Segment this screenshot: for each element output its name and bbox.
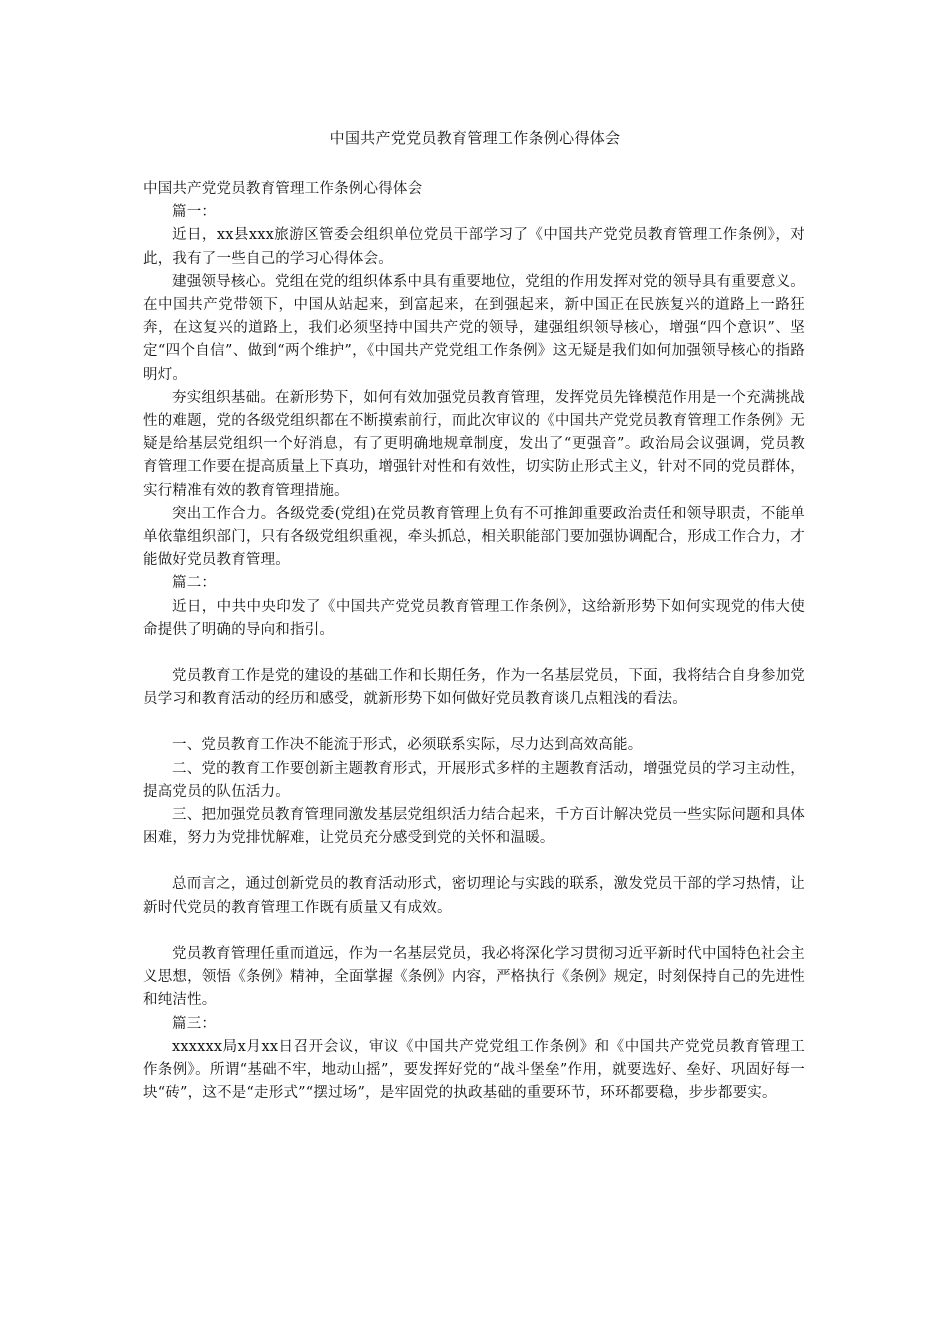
paragraph: 建强领导核心。党组在党的组织体系中具有重要地位，党组的作用发挥对党的领导具有重要意义。在中国共产党带领下，中国从站起来，到富起来，在到强起来，新中国正在民族复兴的道路上一路狂奔，在这复兴的道路上，我们必须坚持中国共产党的领导，建强组织领导核心，增强“四个意识”、坚定“四个自信”、做到“两个维护”，《中国共产党党组工作条例》这无疑是我们如何加强领导核心的指路明灯。 [143,273,805,383]
blank-line [143,642,805,665]
blank-line [143,711,805,734]
list-item: 三、把加强党员教育管理同激发基层党组织活力结合起来，千方百计解决党员一些实际问题和具体困难，努力为党排忧解难，让党员充分感受到党的关怀和温暖。 [143,807,805,847]
section-label: 篇三： [172,1015,217,1032]
list-item: 二、党的教育工作要创新主题教育形式，开展形式多样的主题教育活动，增强党员的学习主动性，提高党员的队伍活力。 [143,760,805,800]
paragraph: 突出工作合力。各级党委(党组)在党员教育管理上负有不可推卸重要政治责任和领导职责，不能单单依靠组织部门，只有各级党组织重视，牵头抓总，相关职能部门要加强协调配合，形成工作合力，才能做好党员教育管理。 [143,505,805,569]
list-item: 一、党员教育工作决不能流于形式，必须联系实际，尽力达到高效高能。 [172,737,643,754]
document-title: 中国共产党党员教育管理工作条例心得体会 [329,129,621,147]
section-label: 篇一： [172,204,217,221]
blank-line [143,850,805,873]
document-subtitle: 中国共产党党员教育管理工作条例心得体会 [143,181,423,197]
paragraph: 党员教育管理任重而道远，作为一名基层党员，我必将深化学习贯彻习近平新时代中国特色社会主义思想，领悟《条例》精神，全面掌握《条例》内容，严格执行《条例》规定，时刻保持自己的先进性和纯洁性。 [143,945,805,1009]
paragraph: 近日，中共中央印发了《中国共产党党员教育管理工作条例》，这给新形势下如何实现党的伟大使命提供了明确的导向和指引。 [143,598,805,638]
paragraph: 总而言之，通过创新党员的教育活动形式，密切理论与实践的联系，激发党员干部的学习热情，让新时代党员的教育管理工作既有质量又有成效。 [143,876,805,916]
section-label: 篇二： [172,575,217,592]
paragraph: 党员教育工作是党的建设的基础工作和长期任务，作为一名基层党员，下面，我将结合自身参加党员学习和教育活动的经历和感受，就新形势下如何做好党员教育谈几点粗浅的看法。 [143,668,805,708]
document-body [143,178,805,1105]
paragraph: 夯实组织基础。在新形势下，如何有效加强党员教育管理，发挥党员先锋模范作用是一个充满挑战性的难题，党的各级党组织都在不断摸索前行，而此次审议的《中国共产党党员教育管理工作条例》无疑是给基层党组织一个好消息，有了更明确地规章制度，发出了“更强音”。政治局会议强调，党员教育管理工作要在提高质量上下真功，增强针对性和有效性，切实防止形式主义，针对不同的党员群体，实行精准有效的教育管理措施。 [143,389,805,499]
paragraph: xxxxxx局x月xx日召开会议，审议《中国共产党党组工作条例》和《中国共产党党员教育管理工作条例》。所谓“基础不牢，地动山摇”，要发挥好党的“战斗堡垒”作用，就要选好、垒好、巩固好每一块“砖”，这不是“走形式”“摆过场”，是牢固党的执政基础的重要环节，环环都要稳，步步都要实。 [143,1038,805,1102]
blank-line [143,920,805,943]
paragraph: 近日，xx县xxx旅游区管委会组织单位党员干部学习了《中国共产党党员教育管理工作条例》，对此，我有了一些自己的学习心得体会。 [143,227,805,267]
